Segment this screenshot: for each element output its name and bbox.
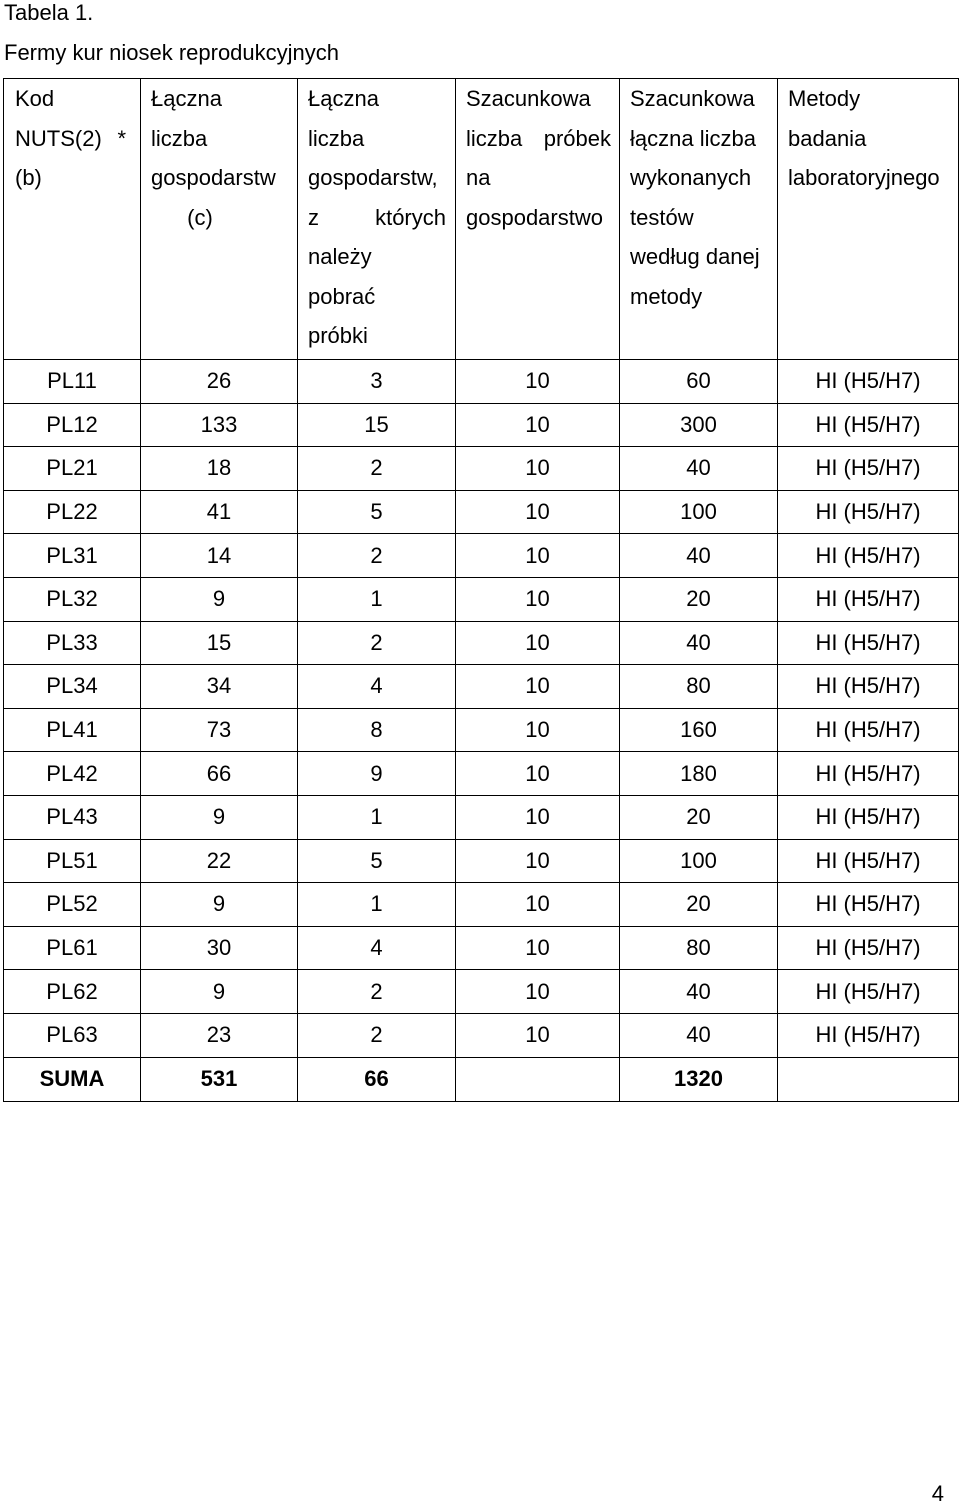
total-farms-cell: 15	[141, 621, 298, 665]
total-farms-cell: 18	[141, 447, 298, 491]
method-cell: HI (H5/H7)	[778, 752, 959, 796]
tests-cell: 100	[620, 839, 778, 883]
tests-cell: 40	[620, 970, 778, 1014]
header-word: próbek	[543, 125, 611, 151]
nuts-code-cell: PL32	[4, 577, 141, 621]
samples-per-farm-cell: 10	[456, 403, 620, 447]
tests-cell: 100	[620, 490, 778, 534]
table-row	[4, 490, 959, 534]
header-nuts-code	[4, 79, 141, 360]
samples-per-farm-cell: 10	[456, 665, 620, 709]
samples-per-farm-cell: 10	[456, 490, 620, 534]
samples-per-farm-cell: 10	[456, 752, 620, 796]
tests-cell: 60	[620, 360, 778, 404]
sample-farms-cell: 2	[298, 621, 456, 665]
tests-cell: 300	[620, 403, 778, 447]
method-cell: HI (H5/H7)	[778, 403, 959, 447]
header-total-farms	[141, 79, 298, 360]
header-line: należy	[308, 244, 372, 269]
total-farms-cell: 26	[141, 360, 298, 404]
sample-farms-cell: 1	[298, 577, 456, 621]
table-row	[4, 839, 959, 883]
nuts-code-cell: PL34	[4, 665, 141, 709]
header-line	[308, 198, 446, 238]
nuts-code-cell: PL11	[4, 360, 141, 404]
total-farms-cell: 133	[141, 403, 298, 447]
header-line: metody	[630, 283, 703, 309]
nuts-code-cell: PL51	[4, 839, 141, 883]
samples-per-farm-cell: 10	[456, 447, 620, 491]
header-line: Kod	[15, 86, 55, 111]
header-line: gospodarstw	[151, 165, 276, 190]
table-row	[4, 360, 959, 404]
sum-label: SUMA	[4, 1057, 141, 1101]
header-line: pobrać	[308, 283, 376, 309]
method-cell: HI (H5/H7)	[778, 490, 959, 534]
sum-samples-per-farm	[456, 1057, 620, 1101]
sample-farms-cell: 1	[298, 883, 456, 927]
nuts-code-cell: PL31	[4, 534, 141, 578]
header-line: (b)	[15, 165, 42, 190]
method-cell: HI (H5/H7)	[778, 360, 959, 404]
total-farms-cell: 22	[141, 839, 298, 883]
total-farms-cell: 23	[141, 1013, 298, 1057]
header-word: z	[308, 204, 319, 230]
table-row	[4, 1013, 959, 1057]
table-row	[4, 621, 959, 665]
sample-farms-cell: 5	[298, 839, 456, 883]
header-total-tests	[620, 79, 778, 360]
header-line: według danej	[630, 244, 760, 269]
sample-farms-cell: 1	[298, 795, 456, 839]
header-line: Łączna	[151, 86, 222, 111]
header-line: Łączna	[308, 86, 379, 111]
table-row	[4, 708, 959, 752]
nuts-code-cell: PL42	[4, 752, 141, 796]
total-farms-cell: 9	[141, 577, 298, 621]
total-farms-cell: 9	[141, 883, 298, 927]
sum-total-farms: 531	[141, 1057, 298, 1101]
header-lab-methods	[778, 79, 959, 360]
method-cell: HI (H5/H7)	[778, 447, 959, 491]
total-farms-cell: 14	[141, 534, 298, 578]
method-cell: HI (H5/H7)	[778, 621, 959, 665]
tests-cell: 40	[620, 1013, 778, 1057]
table-row	[4, 534, 959, 578]
table-row	[4, 795, 959, 839]
nuts-code-cell: PL62	[4, 970, 141, 1014]
total-farms-cell: 9	[141, 795, 298, 839]
nuts-code-cell: PL41	[4, 708, 141, 752]
tests-cell: 180	[620, 752, 778, 796]
tests-cell: 20	[620, 883, 778, 927]
farm-table	[3, 78, 959, 1102]
tests-cell: 40	[620, 621, 778, 665]
nuts-code-cell: PL21	[4, 447, 141, 491]
sum-row	[4, 1057, 959, 1101]
method-cell: HI (H5/H7)	[778, 708, 959, 752]
header-line	[466, 119, 611, 159]
samples-per-farm-cell: 10	[456, 577, 620, 621]
header-line: badania	[788, 125, 867, 151]
sum-tests: 1320	[620, 1057, 778, 1101]
header-line: gospodarstw,	[308, 165, 438, 190]
samples-per-farm-cell: 10	[456, 883, 620, 927]
method-cell: HI (H5/H7)	[778, 534, 959, 578]
method-cell: HI (H5/H7)	[778, 1013, 959, 1057]
samples-per-farm-cell: 10	[456, 795, 620, 839]
samples-per-farm-cell: 10	[456, 970, 620, 1014]
method-cell: HI (H5/H7)	[778, 839, 959, 883]
page-number: 4	[931, 1481, 944, 1506]
sample-farms-cell: 8	[298, 708, 456, 752]
table-header-row	[4, 79, 959, 360]
samples-per-farm-cell: 10	[456, 926, 620, 970]
samples-per-farm-cell: 10	[456, 534, 620, 578]
method-cell: HI (H5/H7)	[778, 883, 959, 927]
samples-per-farm-cell: 10	[456, 839, 620, 883]
method-cell: HI (H5/H7)	[778, 665, 959, 709]
header-line: (c)	[187, 204, 213, 230]
total-farms-cell: 30	[141, 926, 298, 970]
tests-cell: 80	[620, 665, 778, 709]
nuts-code-cell: PL22	[4, 490, 141, 534]
table-row	[4, 665, 959, 709]
tests-cell: 160	[620, 708, 778, 752]
sum-method	[778, 1057, 959, 1101]
header-line: liczba	[151, 125, 208, 151]
header-line: liczba	[308, 125, 365, 151]
tests-cell: 20	[620, 577, 778, 621]
table-row	[4, 752, 959, 796]
total-farms-cell: 73	[141, 708, 298, 752]
header-line: Szacunkowa	[630, 86, 755, 111]
nuts-code-cell: PL52	[4, 883, 141, 927]
method-cell: HI (H5/H7)	[778, 926, 959, 970]
sample-farms-cell: 9	[298, 752, 456, 796]
header-line	[15, 119, 126, 159]
table-caption-title: Tabela 1.	[4, 0, 94, 25]
header-samples-per-farm	[456, 79, 620, 360]
total-farms-cell: 34	[141, 665, 298, 709]
table-row	[4, 970, 959, 1014]
header-line: gospodarstwo	[466, 204, 603, 230]
tests-cell: 40	[620, 447, 778, 491]
nuts-code-cell: PL12	[4, 403, 141, 447]
sample-farms-cell: 3	[298, 360, 456, 404]
tests-cell: 40	[620, 534, 778, 578]
table-caption-subtitle: Fermy kur niosek reprodukcyjnych	[4, 40, 340, 65]
total-farms-cell: 9	[141, 970, 298, 1014]
tests-cell: 20	[620, 795, 778, 839]
table-row	[4, 447, 959, 491]
header-line: testów	[630, 204, 694, 230]
samples-per-farm-cell: 10	[456, 621, 620, 665]
sample-farms-cell: 2	[298, 1013, 456, 1057]
sample-farms-cell: 15	[298, 403, 456, 447]
header-word: NUTS(2)	[15, 125, 102, 151]
header-line: próbki	[308, 323, 368, 348]
sample-farms-cell: 5	[298, 490, 456, 534]
nuts-code-cell: PL33	[4, 621, 141, 665]
nuts-code-cell: PL43	[4, 795, 141, 839]
nuts-code-cell: PL63	[4, 1013, 141, 1057]
table-row	[4, 577, 959, 621]
sample-farms-cell: 2	[298, 970, 456, 1014]
total-farms-cell: 66	[141, 752, 298, 796]
header-line: wykonanych	[630, 165, 752, 190]
header-line: na	[466, 165, 491, 190]
samples-per-farm-cell: 10	[456, 360, 620, 404]
table-row	[4, 403, 959, 447]
method-cell: HI (H5/H7)	[778, 970, 959, 1014]
header-word: których	[375, 204, 446, 230]
table-row	[4, 926, 959, 970]
header-word: *	[117, 125, 126, 151]
samples-per-farm-cell: 10	[456, 708, 620, 752]
method-cell: HI (H5/H7)	[778, 577, 959, 621]
header-sample-farms	[298, 79, 456, 360]
method-cell: HI (H5/H7)	[778, 795, 959, 839]
sum-sample-farms: 66	[298, 1057, 456, 1101]
nuts-code-cell: PL61	[4, 926, 141, 970]
header-line: Szacunkowa	[466, 86, 591, 111]
header-line: laboratoryjnego	[788, 165, 940, 190]
tests-cell: 80	[620, 926, 778, 970]
sample-farms-cell: 2	[298, 447, 456, 491]
sample-farms-cell: 2	[298, 534, 456, 578]
table-row	[4, 883, 959, 927]
samples-per-farm-cell: 10	[456, 1013, 620, 1057]
sample-farms-cell: 4	[298, 665, 456, 709]
header-line: łączna liczba	[630, 125, 756, 151]
total-farms-cell: 41	[141, 490, 298, 534]
header-line: Metody	[788, 86, 861, 111]
header-word: liczba	[466, 125, 523, 151]
sample-farms-cell: 4	[298, 926, 456, 970]
